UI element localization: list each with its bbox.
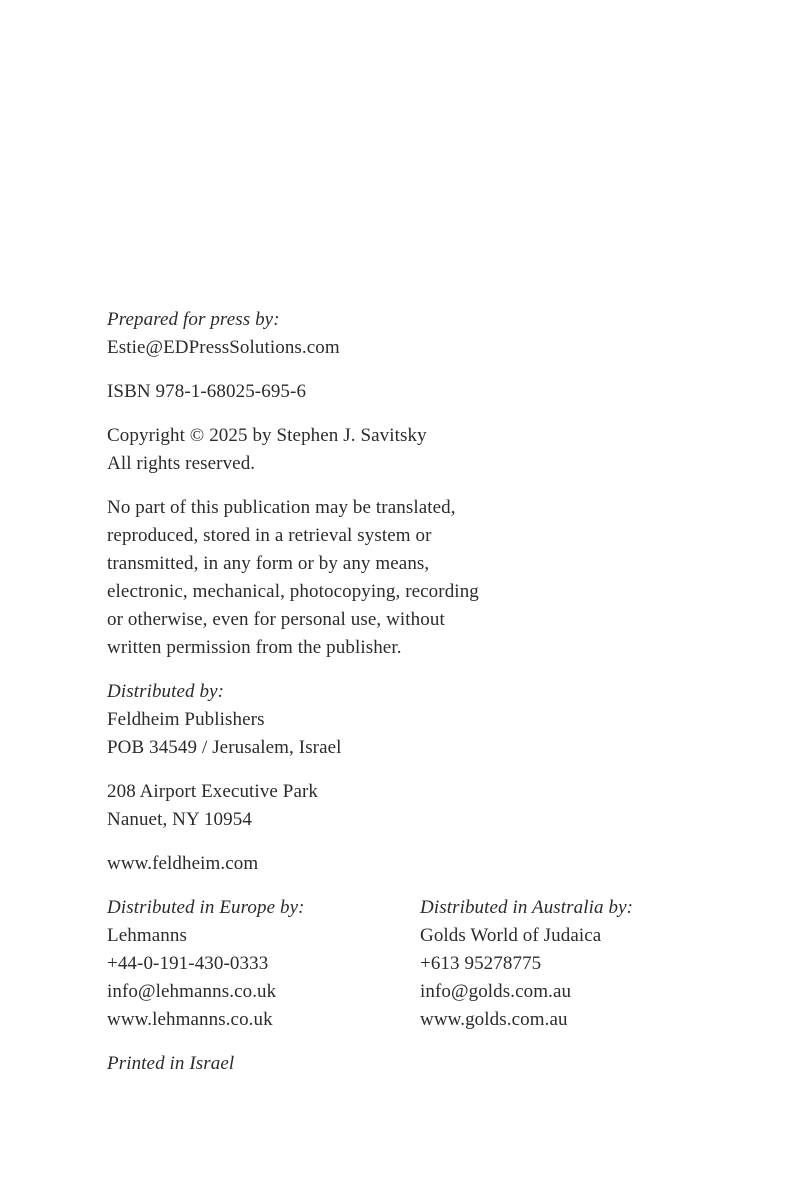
rights-notice-block [107,494,707,662]
rights-notice-line: or otherwise, even for personal use, without [107,609,445,630]
australia-distributor-label: Distributed in Australia by: [420,897,634,918]
isbn-line: ISBN 978-1-68025-695-6 [107,381,307,402]
isbn-block [107,378,707,406]
us-address-block [107,778,707,834]
rights-notice-line: reproduced, stored in a retrieval system or [107,525,432,546]
rights-notice-line: written permission from the publisher. [107,637,402,658]
distributor-label: Distributed by: [107,681,225,702]
prepared-by-label: Prepared for press by: [107,309,280,330]
europe-distributor-website: www.lehmanns.co.uk [107,1009,273,1030]
australia-distributor-name: Golds World of Judaica [420,925,602,946]
us-address-line: Nanuet, NY 10954 [107,809,252,830]
europe-distributor-column [107,894,420,1034]
printed-in-block [107,1050,707,1078]
europe-distributor-name: Lehmanns [107,925,187,946]
prepared-by-block [107,306,707,362]
europe-distributor-phone: +44-0-191-430-0333 [107,953,269,974]
prepared-by-email: Estie@EDPressSolutions.com [107,337,340,358]
rights-notice-line: No part of this publication may be translated, [107,497,456,518]
europe-distributor-label: Distributed in Europe by: [107,897,305,918]
distributor-address: POB 34549 / Jerusalem, Israel [107,737,342,758]
distributor-name: Feldheim Publishers [107,709,265,730]
europe-distributor-email: info@lehmanns.co.uk [107,981,277,1002]
us-address-line: 208 Airport Executive Park [107,781,319,802]
regional-distributors-block [107,894,707,1034]
rights-reserved-line: All rights reserved. [107,453,256,474]
australia-distributor-email: info@golds.com.au [420,981,572,1002]
copyright-block [107,422,707,478]
printed-in-label: Printed in Israel [107,1053,235,1074]
publisher-website-block [107,850,707,878]
rights-notice-line: transmitted, in any form or by any means, [107,553,430,574]
australia-distributor-phone: +613 95278775 [420,953,542,974]
copyright-line: Copyright © 2025 by Stephen J. Savitsky [107,425,427,446]
copyright-page-content [107,306,707,1094]
australia-distributor-column [420,894,633,1034]
distributor-block [107,678,707,762]
publisher-website: www.feldheim.com [107,853,259,874]
rights-notice-line: electronic, mechanical, photocopying, recording [107,581,479,602]
australia-distributor-website: www.golds.com.au [420,1009,568,1030]
